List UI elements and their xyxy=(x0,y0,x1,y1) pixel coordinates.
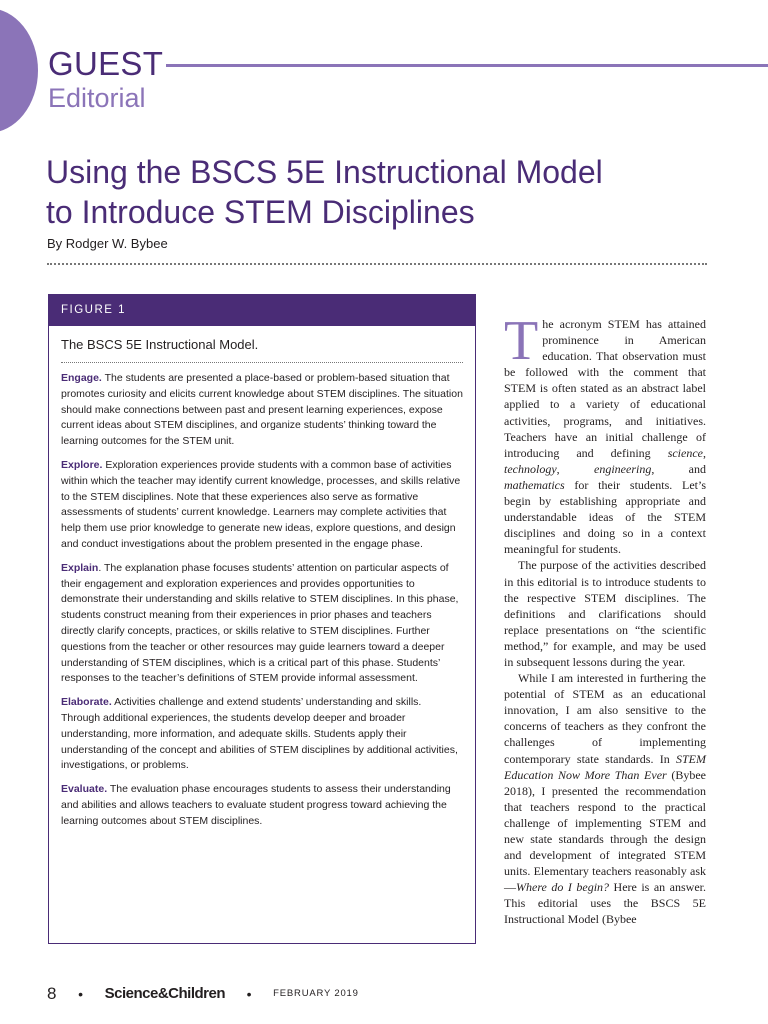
phase-term: Engage. xyxy=(61,372,102,384)
italic-book-title: STEM Education Now More Than Ever xyxy=(504,751,706,782)
page-footer xyxy=(47,983,359,1003)
phase-text: The evaluation phase encourages students to assess their understanding and abilities and allows teachers to evaluate student progress toward achieving the learning outcomes about STEM disciplines. xyxy=(61,783,451,827)
phase-text: Activities challenge and extend students’ understanding and skills. Through additional experiences, the students develop deeper and broader understanding, more information, and adequate skills. Students apply their understanding of the concept and abilities of STEM disciplines by additional activities, investigations, or problems. xyxy=(61,696,458,772)
italic-term: science xyxy=(667,445,703,460)
italic-term: mathematics xyxy=(504,477,565,492)
text-run: , xyxy=(703,445,706,460)
phase-term: Evaluate. xyxy=(61,783,108,796)
text-run: he acronym STEM has attained prominence in American education. That observation must be followed with the comment that STEM is often stated as an abstract label applied to a variety of educational activities, programs, and initiatives. Teachers have an initial challenge of introducing and defining xyxy=(504,317,706,460)
magazine-name: Science&Children xyxy=(104,984,225,1002)
phase-evaluate xyxy=(61,782,463,829)
issue-date: FEBRUARY 2019 xyxy=(273,987,359,999)
section-label: GUEST xyxy=(48,45,164,82)
phase-term: Elaborate. xyxy=(61,696,112,709)
phase-elaborate xyxy=(61,695,463,774)
text-run: for their students. Let’s begin by establishing appropriate and understandable ideas of the STEM disciplines and doing so in a context meaningful for students. xyxy=(504,477,706,557)
italic-term: technology xyxy=(504,461,557,476)
text-run: , xyxy=(556,461,594,476)
phase-explore xyxy=(61,458,463,553)
header-rule xyxy=(166,64,768,67)
dotted-divider xyxy=(47,263,707,265)
page-number: 8 xyxy=(47,983,57,1003)
figure-title: The BSCS 5E Instructional Model. xyxy=(61,336,463,363)
subsection-label: Editorial xyxy=(48,83,146,113)
paragraph-2: The purpose of the activities described in this editorial is to introduce students to the respective STEM disciplines. The definitions and clarifications should replace presentations on “the scientific method,” for example, and may be used in subsequent lessons during the year. xyxy=(504,558,706,669)
title-line-1: Using the BSCS 5E Instructional Model xyxy=(46,154,603,190)
section-tab-decoration xyxy=(0,8,38,133)
text-run: (Bybee 2018), I presented the recommendation that teachers respond to the practical challenge of implementing STEM and new state standards through the design and development of integrated STEM units. Elementary teachers reasonably ask— xyxy=(504,767,706,895)
phase-text: The students are presented a place-based or problem-based situation that promotes curiosity and elicits current knowledge about STEM disciplines. The situation should make connections between past and present learning experiences, expose current ideas about STEM disciplines, and organize students’ thinking toward the learning outcomes for the STEM unit. xyxy=(61,372,463,448)
phase-term: Explore. xyxy=(61,458,103,471)
drop-cap: T xyxy=(504,310,539,372)
phase-text: . The explanation phase focuses students’ attention on particular aspects of their engagement and exploration experiences and provides opportunities to demonstrate their understanding and skills relative to STEM disciplines. In this phase, students construct meaning from their experiences in prior phases and teachers directly clarify concepts, practices, or skills relative to STEM disciplines. Further questions from the teacher or other resources may guide learners toward a deeper understanding of STEM disciplines, which is a critical part of this phase. Students’ responses to the teacher’s definitions of STEM provide informal assessment. xyxy=(61,561,459,685)
footer-bullet: • xyxy=(246,985,252,1002)
phase-text: Exploration experiences provide students with a common base of activities within which the teacher may identify current knowledge, processes, and skills relative to the STEM disciplines. Note that these experiences also serve as formative assessments of students’ current knowledge. Learners may complete activities that help them use prior knowledge to generate new ideas, explore questions, and design and conduct investigations about the problem presented in the engage phase. xyxy=(61,458,461,550)
title-line-2: to Introduce STEM Disciplines xyxy=(46,194,475,230)
footer-bullet: • xyxy=(78,985,83,1002)
body-column xyxy=(504,310,706,928)
text-run: While I am interested in furthering the potential of STEM as an educational innovation, I am also sensitive to the concerns of teachers as they confront the challenges of implementing contemporary state standards. In xyxy=(504,671,706,766)
byline: By Rodger W. Bybee xyxy=(47,236,168,251)
text-run: Here is an answer. This editorial uses the BSCS 5E Instructional Model (Bybee xyxy=(504,880,706,927)
article-title xyxy=(46,152,736,232)
phase-engage xyxy=(61,371,463,450)
italic-question: Where do I begin? xyxy=(516,880,610,895)
figure-box xyxy=(48,294,476,944)
text-run: , and xyxy=(651,461,706,476)
figure-label: FIGURE 1 xyxy=(49,295,475,326)
italic-term: engineering xyxy=(594,461,652,476)
phase-term: Explain xyxy=(61,561,99,574)
phase-explain xyxy=(61,561,463,687)
paragraph-1 xyxy=(504,310,706,557)
paragraph-3 xyxy=(504,670,706,928)
